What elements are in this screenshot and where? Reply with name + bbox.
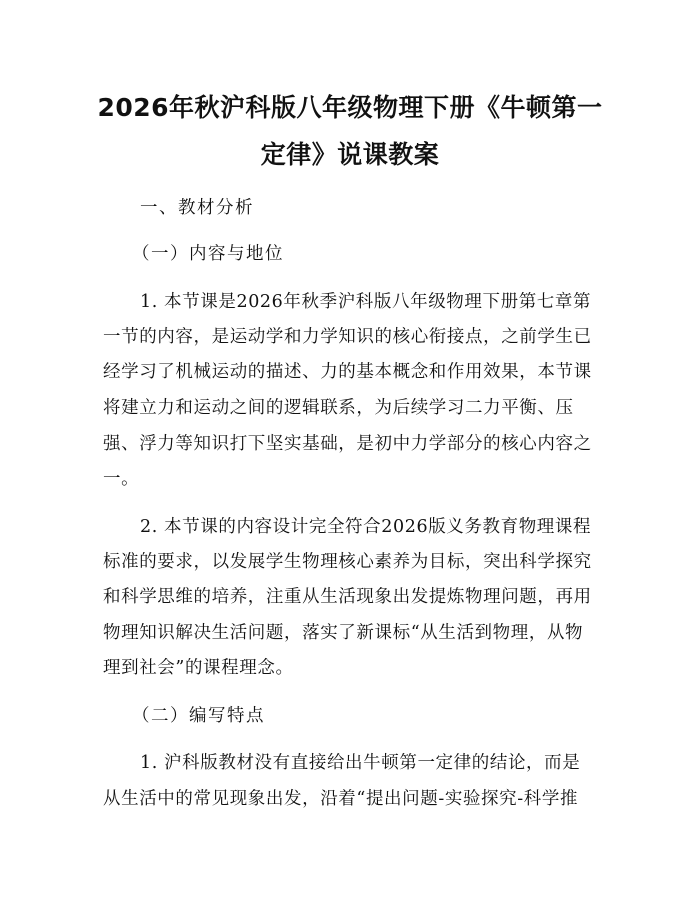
paragraph-line: 物理知识解决生活问题，落实了新课标“从生活到物理，从物	[103, 623, 584, 643]
paragraph-line: 1. 沪科版教材没有直接给出牛顿第一定律的结论，而是	[140, 753, 581, 773]
paragraph-line: 标准的要求，以发展学生物理核心素养为目标，突出科学探究	[103, 552, 592, 572]
paragraph-line: 从生活中的常见现象出发，沿着“提出问题-实验探究-科学推	[103, 789, 579, 809]
paragraph-line: 经学习了机械运动的描述、力的基本概念和作用效果，本节课	[103, 362, 592, 382]
paragraph-line: 和科学思维的培养，注重从生活现象出发提炼物理问题，再用	[103, 587, 592, 607]
paragraph-line: 1. 本节课是2026年秋季沪科版八年级物理下册第七章第	[140, 292, 592, 312]
document-title-line-2: 定律》说课教案	[260, 140, 440, 169]
paragraph-line: 2. 本节课的内容设计完全符合2026版义务教育物理课程	[140, 517, 592, 537]
paragraph-line: 一节的内容，是运动学和力学知识的核心衔接点，之前学生已	[103, 327, 592, 347]
section-heading-textbook-analysis: 一、教材分析	[140, 198, 254, 218]
document-title-line-1: 2026年秋沪科版八年级物理下册《牛顿第一	[97, 93, 603, 122]
paragraph-line: 理到社会”的课程理念。	[103, 658, 294, 678]
paragraph-line: 一。	[103, 469, 140, 489]
paragraph-line: 将建立力和运动之间的逻辑联系，为后续学习二力平衡、压	[103, 398, 574, 418]
paragraph-line: 强、浮力等知识打下坚实基础，是初中力学部分的核心内容之	[103, 434, 592, 454]
subsection-heading-content-position: （一）内容与地位	[132, 244, 284, 264]
subsection-heading-writing-features: （二）编写特点	[132, 706, 265, 726]
